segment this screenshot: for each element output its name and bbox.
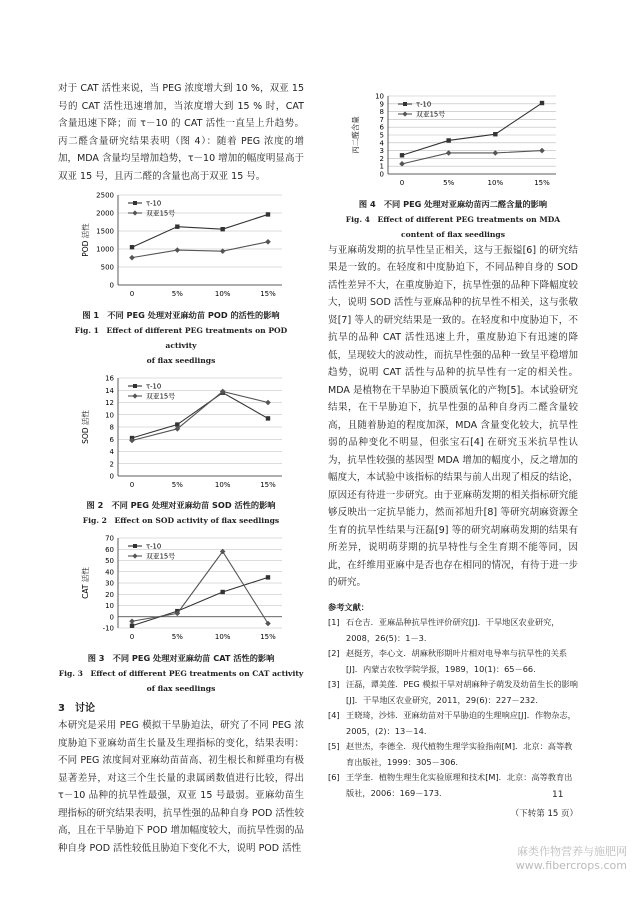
data-point <box>446 150 452 156</box>
legend-label: τ-10 <box>146 199 162 208</box>
x-tick-label: 15% <box>534 179 550 187</box>
y-tick-label: 3 <box>379 147 384 156</box>
legend-label: τ-10 <box>416 100 432 109</box>
figure-4-caption-cn: 图 4 不同 PEG 处理对亚麻幼苗丙二醛含量的影响 <box>358 198 548 209</box>
x-tick-label: 5% <box>171 290 183 298</box>
y-tick-label: 12 <box>105 398 114 407</box>
y-tick-label: 8 <box>109 423 114 431</box>
y-tick-label: 70 <box>105 534 114 543</box>
y-tick-label: 50 <box>105 557 114 565</box>
figure-3-caption-en-2: of flax seedlings <box>146 683 216 693</box>
y-tick-label: 30 <box>105 579 114 588</box>
figure-2 <box>58 372 304 529</box>
data-point <box>175 224 179 228</box>
y-tick-label: 5 <box>379 131 384 140</box>
data-point <box>399 161 405 167</box>
page-number: 11 <box>552 790 564 800</box>
y-tick-label: 0 <box>379 170 384 179</box>
legend-marker <box>133 384 137 388</box>
y-axis-label: CAT 活性 <box>81 567 90 599</box>
y-tick-label: 20 <box>105 590 114 599</box>
y-axis-label: POD 活性 <box>81 223 90 257</box>
data-point <box>130 245 134 249</box>
x-tick-label: 5% <box>443 179 455 187</box>
y-tick-label: 0 <box>109 281 114 290</box>
watermark <box>516 845 627 873</box>
reference-item: [3] 汪磊，谭美莲．PEG 模拟干旱对胡麻种子萌发及幼苗生长的影响[J]．干旱地区农业研究，2011，29(6)：227－232. <box>328 679 578 705</box>
y-tick-label: 8 <box>379 108 384 117</box>
y-tick-label: 4 <box>109 447 114 456</box>
reference-item: [2] 赵挺芳，李心文．胡麻秋形期叶片相对电导率与抗旱性的关系[J]．内蒙古农牧学院学报，1989，10(1)：65－66. <box>328 648 568 674</box>
legend-label: 双亚15号 <box>146 552 176 561</box>
data-point <box>400 153 404 157</box>
figure-1-caption-en-2: of flax seedlings <box>146 355 216 365</box>
y-tick-label: 0 <box>109 472 114 480</box>
figure-1 <box>58 189 304 368</box>
reference-item: [1] 石仓吉．亚麻品种抗旱性评价研究[J]．干旱地区农业研究，2008，26(5)：1－3. <box>328 617 560 643</box>
y-tick-label: 60 <box>105 545 114 554</box>
legend-marker <box>133 544 137 548</box>
series-line <box>132 552 268 624</box>
x-tick-label: 10% <box>214 290 231 298</box>
paragraph-discussion-continued: 与亚麻萌发期的抗旱性呈正相关，这与王振镒[6] 的研究结果是一致的。在轻度和中度胁迫下，不同品种自身的 SOD 活性差异不大，在重度胁迫下，抗旱性强的品种下降幅度较大，说明 SOD 活性与亚麻品种的抗旱性不相关，这与张敬贤[7] 等人的研究结果是一致的。在轻度和中度胁迫下，不抗旱的品种 CAT 活性迅速上升，重度胁迫下有迅速的降低，呈现较大的波动性，而抗旱性强的品种一致呈平稳增加趋势，说明 CAT 活性与品种的抗旱性有一定的相关性。MDA 是植物在干旱胁迫下膜质氧化的产物[5]。本试验研究结果，在干旱胁迫下，抗旱性强的品种自身丙二醛含量较高，且随着胁迫的程度加深，MDA 含量变化较大，抗旱性弱的品种变化不明显，但张宝石[4] 在研究玉米抗旱性认为，抗旱性较强的基因型 MDA 增加的幅度小，反之增加的幅度大，本试验中该指标的结果与前人出现了相反的结论，原因还有待进一步研究。由于亚麻萌发期的相关指标研究能够反映出一定抗旱能力，然而祁旭升[8] 等研究胡麻资源全生育的抗旱性结果与汪磊[9] 等的研究胡麻萌发期的结果有所差异，说明萌芽期的抗旱特性与全生育期不能等同，因此，在纤维用亚麻中是否也存在相同的情况，有待于进一步的研究。 <box>328 244 578 588</box>
figure-2-caption-cn: 图 2 不同 PEG 处理对亚麻幼苗 SOD 活性的影响 <box>86 500 276 510</box>
y-tick-label: 6 <box>379 123 384 132</box>
figure-3-caption-en: Fig. 3 Effect of different PEG treatments on CAT activity <box>58 668 304 678</box>
y-tick-label: 1 <box>379 162 384 171</box>
legend-marker <box>133 201 137 205</box>
watermark-line-2: www.fibercrops.com <box>515 859 627 872</box>
legend-marker <box>132 393 137 398</box>
data-point <box>493 132 497 136</box>
y-tick-label: 2500 <box>96 191 114 200</box>
data-point <box>265 399 271 405</box>
references <box>328 600 578 823</box>
y-tick-label: 14 <box>105 386 114 395</box>
watermark-line-1: 麻类作物营养与施肥网 <box>517 845 627 858</box>
x-tick-label: 10% <box>214 633 231 641</box>
legend-label: 双亚15号 <box>416 110 446 119</box>
left-column <box>58 80 304 857</box>
y-tick-label: 10 <box>375 92 384 101</box>
legend-marker <box>132 210 137 215</box>
legend-label: 双亚15号 <box>146 209 176 218</box>
y-tick-label: -10 <box>102 624 114 633</box>
series-line <box>132 242 268 258</box>
series-line <box>132 577 268 625</box>
data-point <box>220 227 224 231</box>
data-point <box>129 255 135 261</box>
chart-mda <box>328 90 578 190</box>
x-tick-label: 0 <box>129 633 135 641</box>
figure-1-caption-en: Fig. 1 Effect of different PEG treatments on POD activity <box>74 325 288 350</box>
data-point <box>266 212 270 216</box>
data-point <box>493 150 499 156</box>
reference-item: [6] 王学奎．植物生理生化实验原理和技术[M]．北京：高等教育出版社，2006：169－173. <box>328 772 573 798</box>
reference-item: [4] 王晓琦，沙炜．亚麻幼苗对干旱胁迫的生理响应[J]．作物杂志，2005，(2)：13－14. <box>328 710 576 736</box>
y-tick-label: 4 <box>379 139 384 148</box>
y-axis-label: 丙二醛含量 <box>351 116 360 154</box>
x-tick-label: 15% <box>260 633 276 641</box>
data-point <box>266 575 270 579</box>
x-tick-label: 10% <box>487 179 504 187</box>
figure-4-caption-en: Fig. 4 Effect of different PEG treatments on MDA <box>345 214 561 224</box>
x-tick-label: 10% <box>214 480 231 489</box>
y-tick-label: 40 <box>105 568 114 577</box>
references-title: 参考文献： <box>328 601 369 612</box>
figure-4 <box>328 90 578 242</box>
y-tick-label: 0 <box>109 613 114 622</box>
y-tick-label: 2000 <box>96 209 114 218</box>
section-3-title: 3 讨论 <box>58 702 95 714</box>
y-tick-label: 1500 <box>96 227 114 236</box>
figure-1-caption-cn: 图 1 不同 PEG 处理对亚麻幼苗 POD 的活性的影响 <box>82 309 280 320</box>
legend-label: τ-10 <box>146 542 162 551</box>
x-tick-label: 15% <box>260 290 276 298</box>
data-point <box>265 621 271 627</box>
figure-3-caption-cn: 图 3 不同 PEG 处理对亚麻幼苗 CAT 活性的影响 <box>87 652 275 663</box>
continued-note: （下转第 15 页） <box>510 809 578 819</box>
y-tick-label: 10 <box>105 602 114 610</box>
data-point <box>220 590 224 594</box>
x-tick-label: 0 <box>399 179 405 187</box>
y-tick-label: 500 <box>100 263 114 272</box>
x-tick-label: 5% <box>171 633 183 641</box>
y-tick-label: 6 <box>109 435 114 444</box>
data-point <box>265 239 271 245</box>
data-point <box>539 148 545 154</box>
figure-2-caption-en: Fig. 2 Effect on SOD activity of flax seedlings <box>82 516 280 525</box>
data-point <box>175 247 181 253</box>
y-tick-label: 1000 <box>96 245 114 254</box>
data-point <box>446 138 450 142</box>
y-tick-label: 10 <box>105 410 114 419</box>
y-tick-label: 2 <box>109 459 114 468</box>
chart-sod <box>58 372 304 492</box>
data-point <box>129 618 135 624</box>
data-point <box>540 101 544 105</box>
series-line <box>402 151 542 164</box>
y-tick-label: 2 <box>379 154 384 163</box>
figure-4-caption-en-2: content of flax seedlings <box>401 229 505 239</box>
x-tick-label: 5% <box>171 480 183 489</box>
figure-3 <box>58 532 304 696</box>
data-point <box>130 624 134 628</box>
chart-pod <box>58 189 304 301</box>
data-point <box>266 416 270 420</box>
legend-marker <box>403 102 407 106</box>
y-axis-label: SOD 活性 <box>81 409 90 444</box>
paragraph-cat-mda: 对于 CAT 活性来说，当 PEG 浓度增大到 10 %，双亚 15 号的 CAT 活性迅速增加，当浓度增大到 15 % 时，CAT 含量迅速下降；而 τ－10 的 CAT 活性一直呈上升趋势。丙二醛含量研究结果表明（图 4）：随着 PEG 浓度的增加，MDA 含量均呈增加趋势，τ－10 增加的幅度明显高于双亚 15 号，且丙二醛的含量也高于双亚 15 号。 <box>58 83 304 182</box>
x-tick-label: 15% <box>260 480 276 489</box>
y-tick-label: 9 <box>379 100 384 109</box>
paragraph-discussion: 本研究是采用 PEG 模拟干旱胁迫法，研究了不同 PEG 浓度胁迫下亚麻幼苗生长量及生理指标的变化，结果表明：不同 PEG 浓度间对亚麻幼苗苗高、初生根长和鲜重均有极显著差异，对这三个生长量的隶属函数值进行比较，得出 τ－10 品种的抗旱性最强，双亚 15 号最弱。亚麻幼苗生理指标的研究结果表明，抗旱性强的品种自身 POD 活性较高，且在干旱胁迫下 POD 增加幅度较大，而抗旱性弱的品种自身 POD 活性较低且胁迫下变化不大，说明 POD 活性 <box>58 720 304 854</box>
legend-marker <box>402 111 407 116</box>
reference-item: [5] 赵世杰，李德全．现代植物生理学实验指南[M]．北京：高等教育出版社，1999：305－306. <box>328 741 573 767</box>
legend-label: 双亚15号 <box>146 392 176 400</box>
legend-label: τ-10 <box>146 382 162 390</box>
legend-marker <box>132 553 137 558</box>
x-tick-label: 0 <box>129 290 135 298</box>
right-column <box>328 90 578 823</box>
x-tick-label: 0 <box>129 480 135 489</box>
chart-cat <box>58 532 304 644</box>
y-tick-label: 7 <box>379 115 384 124</box>
y-tick-label: 16 <box>105 374 114 382</box>
